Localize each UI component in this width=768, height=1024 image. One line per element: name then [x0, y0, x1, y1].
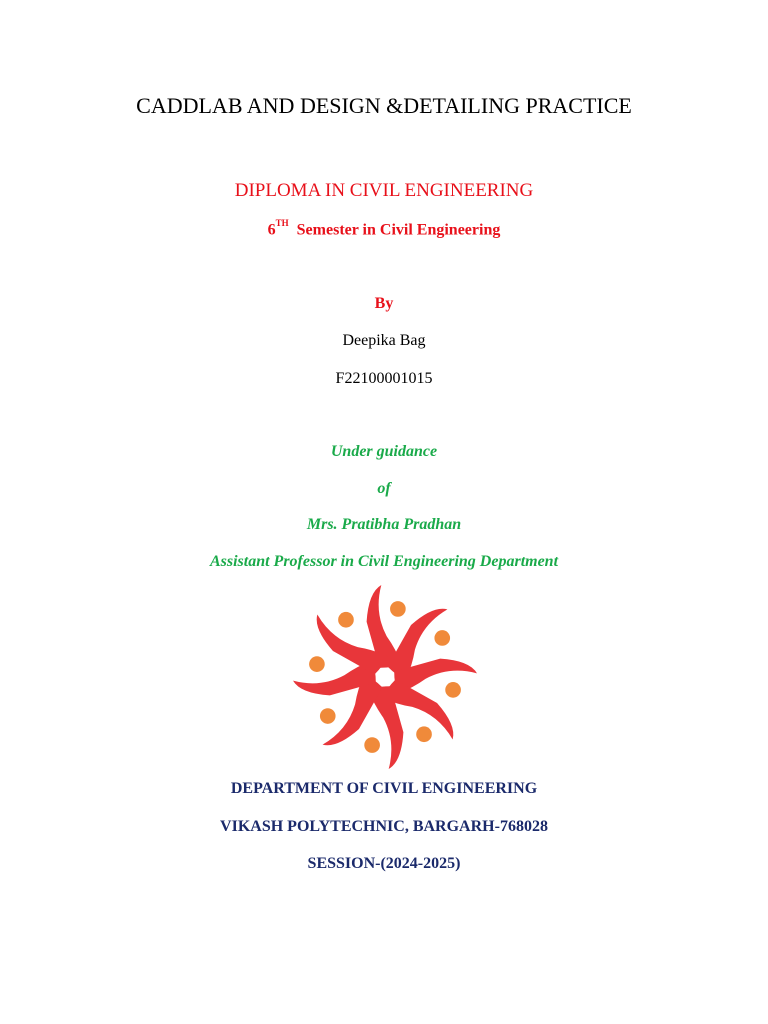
figure-head-dot — [335, 609, 357, 631]
guidance-label: Under guidance — [330, 443, 438, 460]
institution-logo-icon — [293, 585, 477, 769]
figure-head-dot — [390, 601, 406, 617]
figure-head-dot — [317, 705, 339, 727]
roll-number: F22100001015 — [335, 370, 433, 387]
semester-text: Semester in Civil Engineering — [296, 221, 501, 239]
semester-superscript: TH — [275, 218, 289, 228]
department-name: DEPARTMENT OF CIVIL ENGINEERING — [230, 780, 538, 797]
document-title: CADDLAB AND DESIGN &DETAILING PRACTICE — [136, 93, 632, 118]
by-label: By — [374, 295, 394, 312]
logo-figures — [293, 585, 477, 769]
semester-line — [0, 220, 768, 239]
figure-head-dot — [364, 737, 380, 753]
guidance-of: of — [377, 480, 391, 497]
diploma-heading: DIPLOMA IN CIVIL ENGINEERING — [234, 180, 534, 201]
figure-head-dot — [431, 627, 453, 649]
author-name: Deepika Bag — [342, 332, 426, 349]
figure-head-dot — [309, 656, 325, 672]
figure-head-dot — [445, 682, 461, 698]
figure-head-dot — [413, 723, 435, 745]
session: SESSION-(2024-2025) — [307, 855, 461, 872]
semester-number: 6 — [267, 221, 276, 239]
college-name: VIKASH POLYTECHNIC, BARGARH-768028 — [220, 818, 548, 835]
guide-designation: Assistant Professor in Civil Engineering Department — [209, 553, 559, 570]
guide-name: Mrs. Pratibha Pradhan — [306, 516, 462, 533]
